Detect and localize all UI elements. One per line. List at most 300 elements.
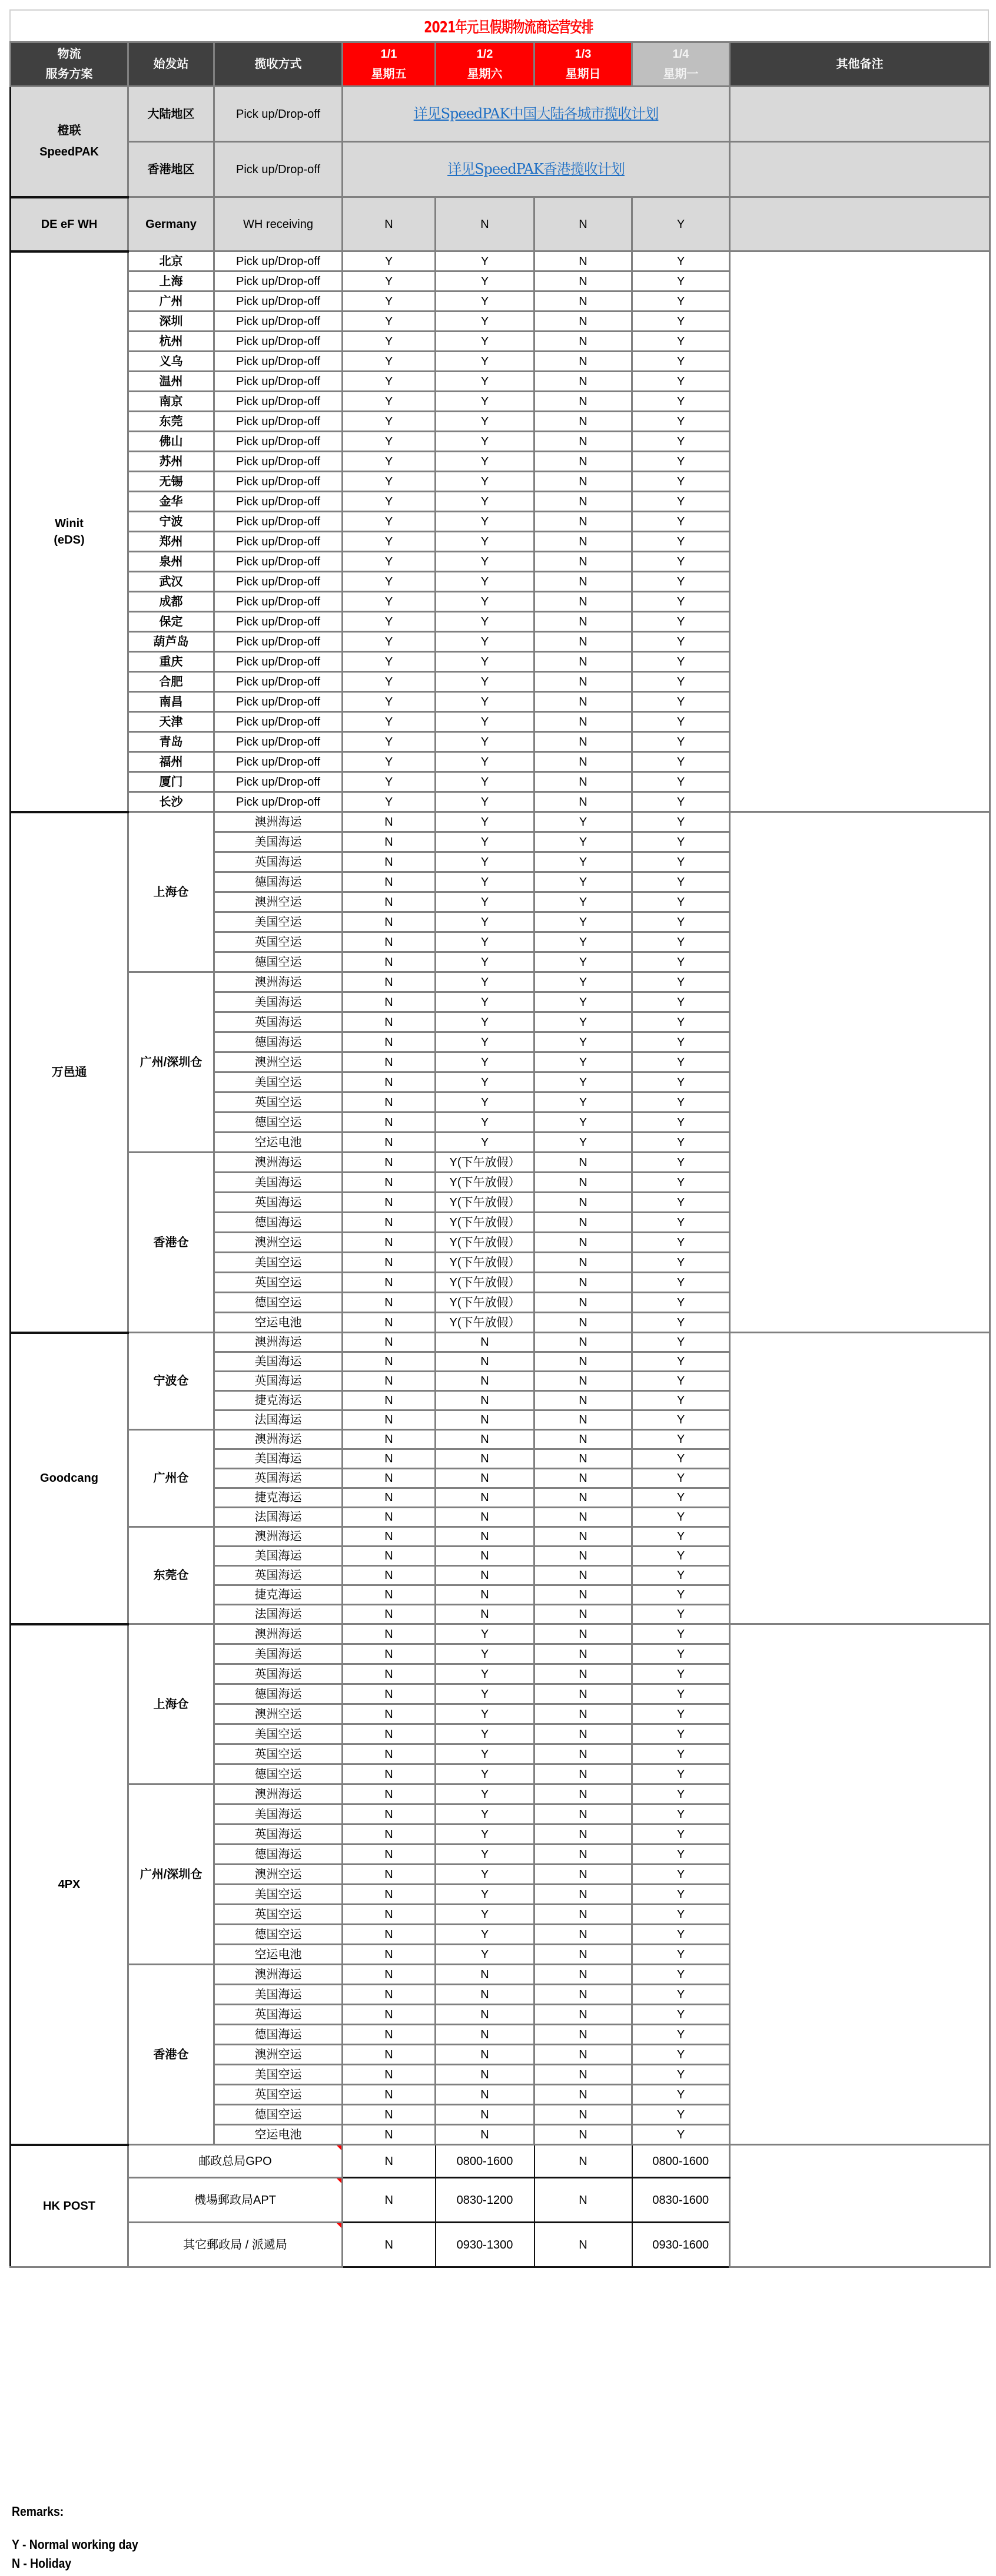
day-cell: Y xyxy=(632,1173,730,1193)
service-type: 澳洲海运 xyxy=(214,1333,343,1352)
day-cell: Y xyxy=(343,652,436,672)
day-cell: Y xyxy=(632,572,730,592)
day-cell: Y xyxy=(534,972,632,992)
day-cell: N xyxy=(534,1804,632,1825)
day-cell: N xyxy=(534,1744,632,1764)
service-type: 美国海运 xyxy=(214,1985,343,2005)
day-cell: Y xyxy=(436,872,534,892)
day-cell: N xyxy=(436,1985,534,2005)
method: Pick up/Drop-off xyxy=(214,712,343,732)
day-cell: 0930-1300 xyxy=(436,2223,534,2267)
day-cell: N xyxy=(436,2005,534,2025)
day-cell: Y xyxy=(632,1508,730,1527)
day-cell: N xyxy=(343,1885,436,1905)
day-cell: Y xyxy=(343,352,436,372)
service-type: 德国空运 xyxy=(214,1925,343,1945)
day-cell: Y xyxy=(343,512,436,532)
day-cell: Y xyxy=(436,1885,534,1905)
notes-cell xyxy=(730,142,990,197)
service-type: 美国海运 xyxy=(214,832,343,852)
day-cell: Y xyxy=(632,952,730,972)
method: Pick up/Drop-off xyxy=(214,251,343,271)
origin-warehouse: 宁波仓 xyxy=(128,1333,214,1430)
provider-fourpx: 4PX xyxy=(11,1624,128,2145)
holiday-schedule-sheet xyxy=(9,9,989,2268)
day-cell: N xyxy=(534,2085,632,2105)
service-type: 德国空运 xyxy=(214,1112,343,1133)
day-cell: N xyxy=(343,2178,436,2223)
day-cell: Y xyxy=(343,572,436,592)
day-cell: N xyxy=(343,1527,436,1547)
origin-city: 厦门 xyxy=(128,772,214,792)
service-type: 澳洲海运 xyxy=(214,1965,343,1985)
de-ef-wh-row xyxy=(11,197,990,251)
day-cell: N xyxy=(343,1193,436,1213)
goodcang-row xyxy=(11,1333,990,1352)
day-cell: N xyxy=(534,1313,632,1333)
day-cell: Y xyxy=(632,612,730,632)
service-type: 澳洲空运 xyxy=(214,2045,343,2065)
day-cell: N xyxy=(534,672,632,692)
day-cell: N xyxy=(534,1664,632,1684)
service-type: 英国空运 xyxy=(214,1744,343,1764)
day-cell: N xyxy=(534,1845,632,1865)
day-cell: Y xyxy=(436,432,534,452)
day-cell: Y xyxy=(436,592,534,612)
service-type: 空运电池 xyxy=(214,2125,343,2145)
day-cell: N xyxy=(343,1391,436,1410)
day-cell: Y xyxy=(632,1985,730,2005)
day-cell: N xyxy=(436,1430,534,1449)
page-title: 2021年元旦假期物流商运营安排 xyxy=(423,18,593,37)
origin-warehouse: 上海仓 xyxy=(128,812,214,972)
day-cell: Y xyxy=(436,992,534,1012)
method: Pick up/Drop-off xyxy=(214,692,343,712)
day-cell: Y xyxy=(436,312,534,332)
day-cell: N xyxy=(436,2025,534,2045)
day-cell: Y xyxy=(632,392,730,412)
day-cell: Y xyxy=(632,1527,730,1547)
provider-winit: Winit (eDS) xyxy=(11,251,128,812)
day-cell: N xyxy=(534,1985,632,2005)
day-cell: N xyxy=(343,1724,436,1744)
day-cell: N xyxy=(343,1032,436,1052)
day-cell: N xyxy=(534,1684,632,1704)
day-cell: N xyxy=(534,197,632,251)
day-cell: Y xyxy=(436,292,534,312)
post-office: 邮政总局GPO xyxy=(128,2145,343,2178)
day-cell: Y xyxy=(632,712,730,732)
day-cell: Y xyxy=(632,1253,730,1273)
day-cell: N xyxy=(534,2025,632,2045)
day-cell: N xyxy=(343,1605,436,1624)
day-cell: N xyxy=(343,1644,436,1664)
notes-cell xyxy=(730,2145,990,2267)
day-cell: N xyxy=(343,1112,436,1133)
day-cell: Y(下午放假） xyxy=(436,1273,534,1293)
day-cell: N xyxy=(343,1012,436,1032)
day-cell: Y xyxy=(632,652,730,672)
title-row xyxy=(9,9,989,41)
service-type: 德国海运 xyxy=(214,1213,343,1233)
day-cell: Y xyxy=(343,251,436,271)
day-cell: N xyxy=(534,1644,632,1664)
day-cell: Y xyxy=(436,1764,534,1784)
origin-city: 成都 xyxy=(128,592,214,612)
day-cell: N xyxy=(534,1193,632,1213)
day-cell: Y xyxy=(436,392,534,412)
day-cell: N xyxy=(343,1072,436,1092)
service-type: 英国空运 xyxy=(214,932,343,952)
day-cell: N xyxy=(343,1624,436,1644)
day-cell: N xyxy=(343,1905,436,1925)
day-cell: N xyxy=(534,1724,632,1744)
origin-city: 泉州 xyxy=(128,552,214,572)
day-cell: Y xyxy=(632,1865,730,1885)
day-cell: Y xyxy=(436,1112,534,1133)
day-cell: Y xyxy=(436,1624,534,1644)
day-cell: N xyxy=(534,572,632,592)
day-cell: Y xyxy=(436,352,534,372)
day-cell: Y xyxy=(534,992,632,1012)
day-cell: Y xyxy=(632,1945,730,1965)
day-cell: Y xyxy=(632,1605,730,1624)
day-cell: N xyxy=(343,2223,436,2267)
day-cell: N xyxy=(534,1704,632,1724)
day-cell: N xyxy=(343,2045,436,2065)
day-cell: N xyxy=(343,1585,436,1605)
day-cell: N xyxy=(436,2065,534,2085)
origin-city: 保定 xyxy=(128,612,214,632)
method: Pick up/Drop-off xyxy=(214,512,343,532)
service-type: 英国空运 xyxy=(214,1092,343,1112)
day-cell: Y xyxy=(632,772,730,792)
provider-de-ef-wh: DE eF WH xyxy=(11,197,128,251)
day-cell: N xyxy=(534,1352,632,1372)
day-cell: Y xyxy=(343,532,436,552)
day-cell: N xyxy=(534,2045,632,2065)
day-cell: Y xyxy=(436,892,534,912)
day-cell: N xyxy=(343,812,436,832)
day-cell: N xyxy=(534,392,632,412)
day-cell: N xyxy=(534,432,632,452)
day-cell: Y xyxy=(632,1391,730,1410)
day-cell: N xyxy=(436,1333,534,1352)
day-cell: N xyxy=(534,732,632,752)
day-cell: Y xyxy=(534,932,632,952)
day-cell: Y xyxy=(632,2005,730,2025)
day-cell: Y xyxy=(632,892,730,912)
day-cell: Y xyxy=(343,492,436,512)
service-type: 美国海运 xyxy=(214,1644,343,1664)
day-cell: Y xyxy=(534,1092,632,1112)
day-cell: N xyxy=(534,552,632,572)
day-cell: N xyxy=(436,2125,534,2145)
day-cell: N xyxy=(534,1566,632,1585)
day-cell: Y xyxy=(632,672,730,692)
day-cell: Y xyxy=(632,412,730,432)
notes-cell xyxy=(730,1624,990,2145)
day-cell: N xyxy=(534,2005,632,2025)
service-type: 澳洲空运 xyxy=(214,1052,343,1072)
schedule-table xyxy=(9,41,991,2268)
day-cell: N xyxy=(534,792,632,812)
day-cell: N xyxy=(343,912,436,932)
day-cell: Y xyxy=(534,1133,632,1153)
day-cell: Y xyxy=(632,512,730,532)
day-cell: Y xyxy=(436,251,534,271)
day-cell: N xyxy=(343,1153,436,1173)
origin-warehouse: 东莞仓 xyxy=(128,1527,214,1624)
day-cell: N xyxy=(534,1905,632,1925)
day-cell: Y(下午放假） xyxy=(436,1313,534,1333)
day-cell: N xyxy=(343,1664,436,1684)
method: Pick up/Drop-off xyxy=(214,312,343,332)
day-cell: Y xyxy=(632,1213,730,1233)
service-type: 澳洲海运 xyxy=(214,1527,343,1547)
day-cell: N xyxy=(534,752,632,772)
day-cell: Y xyxy=(436,532,534,552)
day-cell: Y xyxy=(632,552,730,572)
day-cell: Y xyxy=(343,372,436,392)
day-cell: Y xyxy=(632,932,730,952)
service-type: 英国海运 xyxy=(214,1012,343,1032)
day-cell: N xyxy=(534,772,632,792)
day-cell: 0930-1600 xyxy=(632,2223,730,2267)
day-cell: Y xyxy=(436,652,534,672)
header-day-3: 1/3 星期日 xyxy=(534,42,632,87)
header-provider: 物流 服务方案 xyxy=(11,42,128,87)
day-cell: Y xyxy=(632,912,730,932)
day-cell: N xyxy=(534,1605,632,1624)
day-cell: Y xyxy=(436,492,534,512)
day-cell: Y xyxy=(436,732,534,752)
day-cell: Y xyxy=(343,312,436,332)
service-type: 澳洲海运 xyxy=(214,1784,343,1804)
method: Pick up/Drop-off xyxy=(214,432,343,452)
origin-city: 南京 xyxy=(128,392,214,412)
service-type: 澳洲空运 xyxy=(214,1865,343,1885)
origin-city: 金华 xyxy=(128,492,214,512)
speedpak-hk-link[interactable]: 详见SpeedPAK香港揽收计划 xyxy=(447,161,625,178)
service-type: 英国空运 xyxy=(214,1273,343,1293)
day-cell: Y xyxy=(343,612,436,632)
day-cell: Y xyxy=(436,752,534,772)
day-cell: Y xyxy=(632,1352,730,1372)
day-cell: N xyxy=(534,1233,632,1253)
origin-city: 无锡 xyxy=(128,472,214,492)
day-cell: N xyxy=(343,872,436,892)
day-cell: Y xyxy=(343,452,436,472)
day-cell: N xyxy=(343,1233,436,1253)
day-cell: Y xyxy=(436,1784,534,1804)
day-cell: Y xyxy=(632,1624,730,1644)
day-cell: N xyxy=(343,892,436,912)
day-cell: Y xyxy=(534,892,632,912)
service-type: 捷克海运 xyxy=(214,1488,343,1508)
notes-cell xyxy=(730,1333,990,1624)
day-cell: Y(下午放假） xyxy=(436,1193,534,1213)
service-type: 德国空运 xyxy=(214,952,343,972)
day-cell: Y xyxy=(632,832,730,852)
day-cell: N xyxy=(534,652,632,672)
day-cell: Y xyxy=(436,1092,534,1112)
service-type: 英国海运 xyxy=(214,1372,343,1391)
day-cell: Y xyxy=(632,312,730,332)
day-cell: Y xyxy=(436,972,534,992)
method: Pick up/Drop-off xyxy=(214,392,343,412)
remarks-legend-n: N - Holiday xyxy=(12,2556,72,2571)
day-cell: Y xyxy=(436,512,534,532)
day-cell: Y xyxy=(534,832,632,852)
day-cell: Y xyxy=(632,1233,730,1253)
method: Pick up/Drop-off xyxy=(214,412,343,432)
day-cell: N xyxy=(343,1092,436,1112)
day-cell: N xyxy=(343,1333,436,1352)
service-type: 美国海运 xyxy=(214,1547,343,1566)
day-cell: N xyxy=(534,2178,632,2223)
day-cell: Y xyxy=(436,452,534,472)
day-cell: Y xyxy=(436,832,534,852)
day-cell: N xyxy=(534,1173,632,1193)
day-cell: Y xyxy=(436,1905,534,1925)
day-cell: Y xyxy=(343,632,436,652)
service-type: 澳洲海运 xyxy=(214,1153,343,1173)
day-cell: Y xyxy=(632,632,730,652)
origin-warehouse: 广州仓 xyxy=(128,1430,214,1527)
service-type: 德国空运 xyxy=(214,2105,343,2125)
day-cell: N xyxy=(343,1865,436,1885)
day-cell: Y xyxy=(632,292,730,312)
service-type: 美国空运 xyxy=(214,912,343,932)
day-cell: Y xyxy=(436,912,534,932)
provider-hkpost: HK POST xyxy=(11,2145,128,2267)
method: Pick up/Drop-off xyxy=(214,87,343,142)
service-type: 美国海运 xyxy=(214,1449,343,1469)
day-cell: N xyxy=(534,1372,632,1391)
origin-city: 葫芦岛 xyxy=(128,632,214,652)
service-type: 美国空运 xyxy=(214,1253,343,1273)
day-cell: N xyxy=(534,532,632,552)
day-cell: Y xyxy=(632,1469,730,1488)
day-cell: Y xyxy=(436,852,534,872)
day-cell: N xyxy=(343,1449,436,1469)
method: Pick up/Drop-off xyxy=(214,472,343,492)
provider-wanyitong: 万邑通 xyxy=(11,812,128,1333)
origin-city: 长沙 xyxy=(128,792,214,812)
day-cell: N xyxy=(436,2105,534,2125)
day-cell: Y xyxy=(534,912,632,932)
day-cell: 0830-1600 xyxy=(632,2178,730,2223)
origin-city: 南昌 xyxy=(128,692,214,712)
day-cell: Y xyxy=(632,1133,730,1153)
day-cell: Y xyxy=(343,392,436,412)
day-cell: N xyxy=(343,1410,436,1430)
service-type: 德国海运 xyxy=(214,1845,343,1865)
day-cell: N xyxy=(534,2125,632,2145)
service-type: 英国海运 xyxy=(214,1664,343,1684)
day-cell: Y xyxy=(632,1845,730,1865)
header-day-4: 1/4 星期一 xyxy=(632,42,730,87)
service-type: 空运电池 xyxy=(214,1945,343,1965)
day-cell: Y xyxy=(436,372,534,392)
day-cell: N xyxy=(343,1547,436,1566)
day-cell: N xyxy=(534,512,632,532)
day-cell: N xyxy=(343,1945,436,1965)
day-cell: N xyxy=(343,852,436,872)
day-cell: N xyxy=(534,1527,632,1547)
day-cell: N xyxy=(534,472,632,492)
header-row xyxy=(11,42,990,87)
day-cell: Y xyxy=(632,1885,730,1905)
origin-city: 郑州 xyxy=(128,532,214,552)
day-cell: N xyxy=(534,1624,632,1644)
day-cell: Y xyxy=(436,271,534,292)
service-type: 美国海运 xyxy=(214,1352,343,1372)
speedpak-mainland-link-cell xyxy=(343,87,730,142)
day-cell: Y xyxy=(436,1052,534,1072)
day-cell: Y xyxy=(632,1012,730,1032)
day-cell: Y xyxy=(632,1644,730,1664)
day-cell: N xyxy=(436,2045,534,2065)
day-cell: Y xyxy=(632,352,730,372)
service-type: 空运电池 xyxy=(214,1133,343,1153)
day-cell: Y xyxy=(632,332,730,352)
day-cell: Y xyxy=(632,2105,730,2125)
day-cell: N xyxy=(534,1965,632,1985)
service-type: 英国空运 xyxy=(214,2085,343,2105)
service-type: 德国海运 xyxy=(214,872,343,892)
day-cell: N xyxy=(534,312,632,332)
day-cell: N xyxy=(534,2145,632,2178)
origin-city: 北京 xyxy=(128,251,214,271)
day-cell: N xyxy=(343,2085,436,2105)
day-cell: N xyxy=(436,1527,534,1547)
day-cell: Y xyxy=(534,952,632,972)
day-cell: Y xyxy=(632,692,730,712)
service-type: 澳洲空运 xyxy=(214,892,343,912)
service-type: 美国海运 xyxy=(214,1173,343,1193)
day-cell: Y xyxy=(632,592,730,612)
day-cell: N xyxy=(343,2005,436,2025)
day-cell: N xyxy=(534,1449,632,1469)
service-type: 法国海运 xyxy=(214,1410,343,1430)
day-cell: N xyxy=(343,972,436,992)
day-cell: N xyxy=(343,832,436,852)
speedpak-mainland-link[interactable]: 详见SpeedPAK中国大陆各城市揽收计划 xyxy=(413,105,659,122)
service-type: 德国空运 xyxy=(214,1293,343,1313)
day-cell: Y xyxy=(343,752,436,772)
day-cell: N xyxy=(343,2065,436,2085)
day-cell: N xyxy=(436,2085,534,2105)
day-cell: Y xyxy=(436,932,534,952)
day-cell: N xyxy=(436,1410,534,1430)
service-type: 美国空运 xyxy=(214,1885,343,1905)
day-cell: Y xyxy=(632,1965,730,1985)
origin-city: 苏州 xyxy=(128,452,214,472)
day-cell: Y xyxy=(436,1704,534,1724)
origin-hk: 香港地区 xyxy=(128,142,214,197)
day-cell: Y xyxy=(343,292,436,312)
day-cell: Y xyxy=(436,692,534,712)
day-cell: N xyxy=(534,1391,632,1410)
service-type: 德国海运 xyxy=(214,2025,343,2045)
day-cell: N xyxy=(343,952,436,972)
service-type: 美国空运 xyxy=(214,1072,343,1092)
day-cell: N xyxy=(534,332,632,352)
day-cell: 0800-1600 xyxy=(632,2145,730,2178)
service-type: 英国空运 xyxy=(214,1905,343,1925)
